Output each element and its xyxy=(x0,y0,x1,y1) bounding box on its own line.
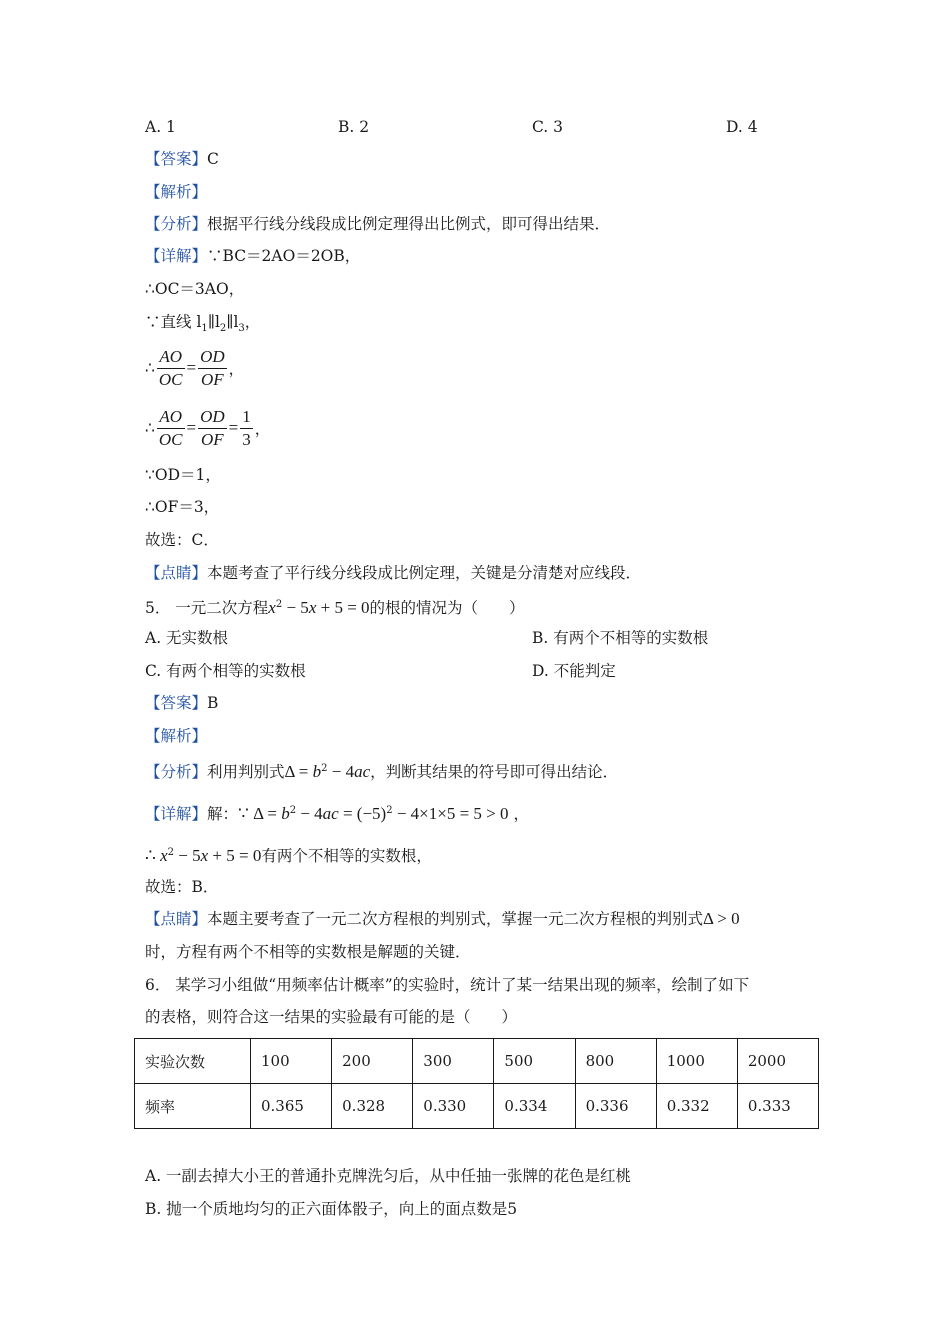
q5-guxuan: 故选：B． xyxy=(145,878,219,896)
q5-option-a: A. 无实数根 xyxy=(145,629,229,647)
q4-step2: ∵直线 $l_1\parallel l_2\parallel l_3$， xyxy=(145,313,261,335)
q4-step6: ∴OF＝3， xyxy=(145,498,220,516)
q4-option-d: D. 4 xyxy=(726,118,758,136)
table-cell: 800 xyxy=(575,1039,656,1084)
q4-jiexi-tag: 【解析】 xyxy=(145,183,208,201)
table-cell: 0.330 xyxy=(413,1084,494,1129)
q5-conclusion: ∴ $x^2 - 5x + 5 = 0$有两个不相等的实数根， xyxy=(145,846,432,866)
q4-fenxi: 【分析】根据平行线分线段成比例定理得出比例式，即可得出结果． xyxy=(145,215,611,233)
table-cell: 0.328 xyxy=(332,1084,413,1129)
table-cell: 200 xyxy=(332,1039,413,1084)
q5-dianjing: 【点睛】本题主要考查了一元二次方程根的判别式，掌握一元二次方程根的判别式Δ > 0 xyxy=(145,909,740,928)
q5-dianjing-line2: 时，方程有两个不相等的实数根是解题的关键． xyxy=(145,943,471,961)
q5-fenxi: 【分析】利用判别式$\Delta = b^2 - 4ac$，判断其结果的符号即可得出结论． xyxy=(145,762,619,782)
q5-option-c: C. 有两个相等的实数根 xyxy=(145,662,306,680)
q4-option-b: B. 2 xyxy=(338,118,370,136)
q6-stem-line1: 6． 某学习小组做“用频率估计概率”的实验时，统计了某一结果出现的频率，绘制了如下 xyxy=(145,976,750,994)
q4-option-c: C. 3 xyxy=(532,118,564,136)
table-cell: 频率 xyxy=(135,1084,251,1129)
q4-dianjing: 【点睛】本题考查了平行线分线段成比例定理，关键是分清楚对应线段． xyxy=(145,564,642,582)
q6-stem-line2: 的表格，则符合这一结果的实验最有可能的是（ ） xyxy=(145,1008,518,1026)
table-row xyxy=(135,1039,819,1084)
q4-step5: ∵OD＝1， xyxy=(145,466,221,484)
table-cell: 0.336 xyxy=(575,1084,656,1129)
table-cell: 300 xyxy=(413,1039,494,1084)
table-cell: 1000 xyxy=(656,1039,737,1084)
q4-proportion-1: ∴ $\frac{AO}{OC}$ = $\frac{OD}{OF}$ ， xyxy=(145,346,245,389)
q6-option-a: A. 一副去掉大小王的普通扑克牌洗匀后，从中任抽一张牌的花色是红桃 xyxy=(145,1167,632,1185)
q5-answer: 【答案】B xyxy=(145,694,219,712)
table-cell: 0.334 xyxy=(494,1084,575,1129)
table-cell: 500 xyxy=(494,1039,575,1084)
table-row xyxy=(135,1084,819,1129)
table-cell: 实验次数 xyxy=(135,1039,251,1084)
q5-option-b: B. 有两个不相等的实数根 xyxy=(532,629,709,647)
table-cell: 2000 xyxy=(737,1039,818,1084)
table-cell: 100 xyxy=(251,1039,332,1084)
table-cell: 0.332 xyxy=(656,1084,737,1129)
q5-xiangjie: 【详解】解：∵ $\Delta = b^2 - 4ac = (-5)^2 - 4\times 1\times 5 = 5 > 0$ ， xyxy=(145,804,529,824)
q6-option-b: B. 抛一个质地均匀的正六面体骰子，向上的面点数是5 xyxy=(145,1200,518,1218)
q5-jiexi-tag: 【解析】 xyxy=(145,727,208,745)
q4-proportion-2: ∴ $\frac{AO}{OC}$ = $\frac{OD}{OF}$ = $\frac{1}{3}$ ， xyxy=(145,406,271,449)
table-cell: 0.333 xyxy=(737,1084,818,1129)
table-cell: 0.365 xyxy=(251,1084,332,1129)
q5-option-d: D. 不能判定 xyxy=(532,662,616,680)
q4-step1: ∴OC＝3AO， xyxy=(145,280,245,298)
q4-answer: 【答案】C xyxy=(145,150,219,168)
q5-stem: 5． 一元二次方程$x^2 - 5x + 5 = 0$的根的情况为（ ） xyxy=(145,598,525,618)
frequency-table xyxy=(134,1038,819,1129)
q4-xiangjie: 【详解】∵BC＝2AO＝2OB， xyxy=(145,247,361,265)
q4-guxuan: 故选：C． xyxy=(145,531,219,549)
q4-option-a: A. 1 xyxy=(145,118,176,136)
